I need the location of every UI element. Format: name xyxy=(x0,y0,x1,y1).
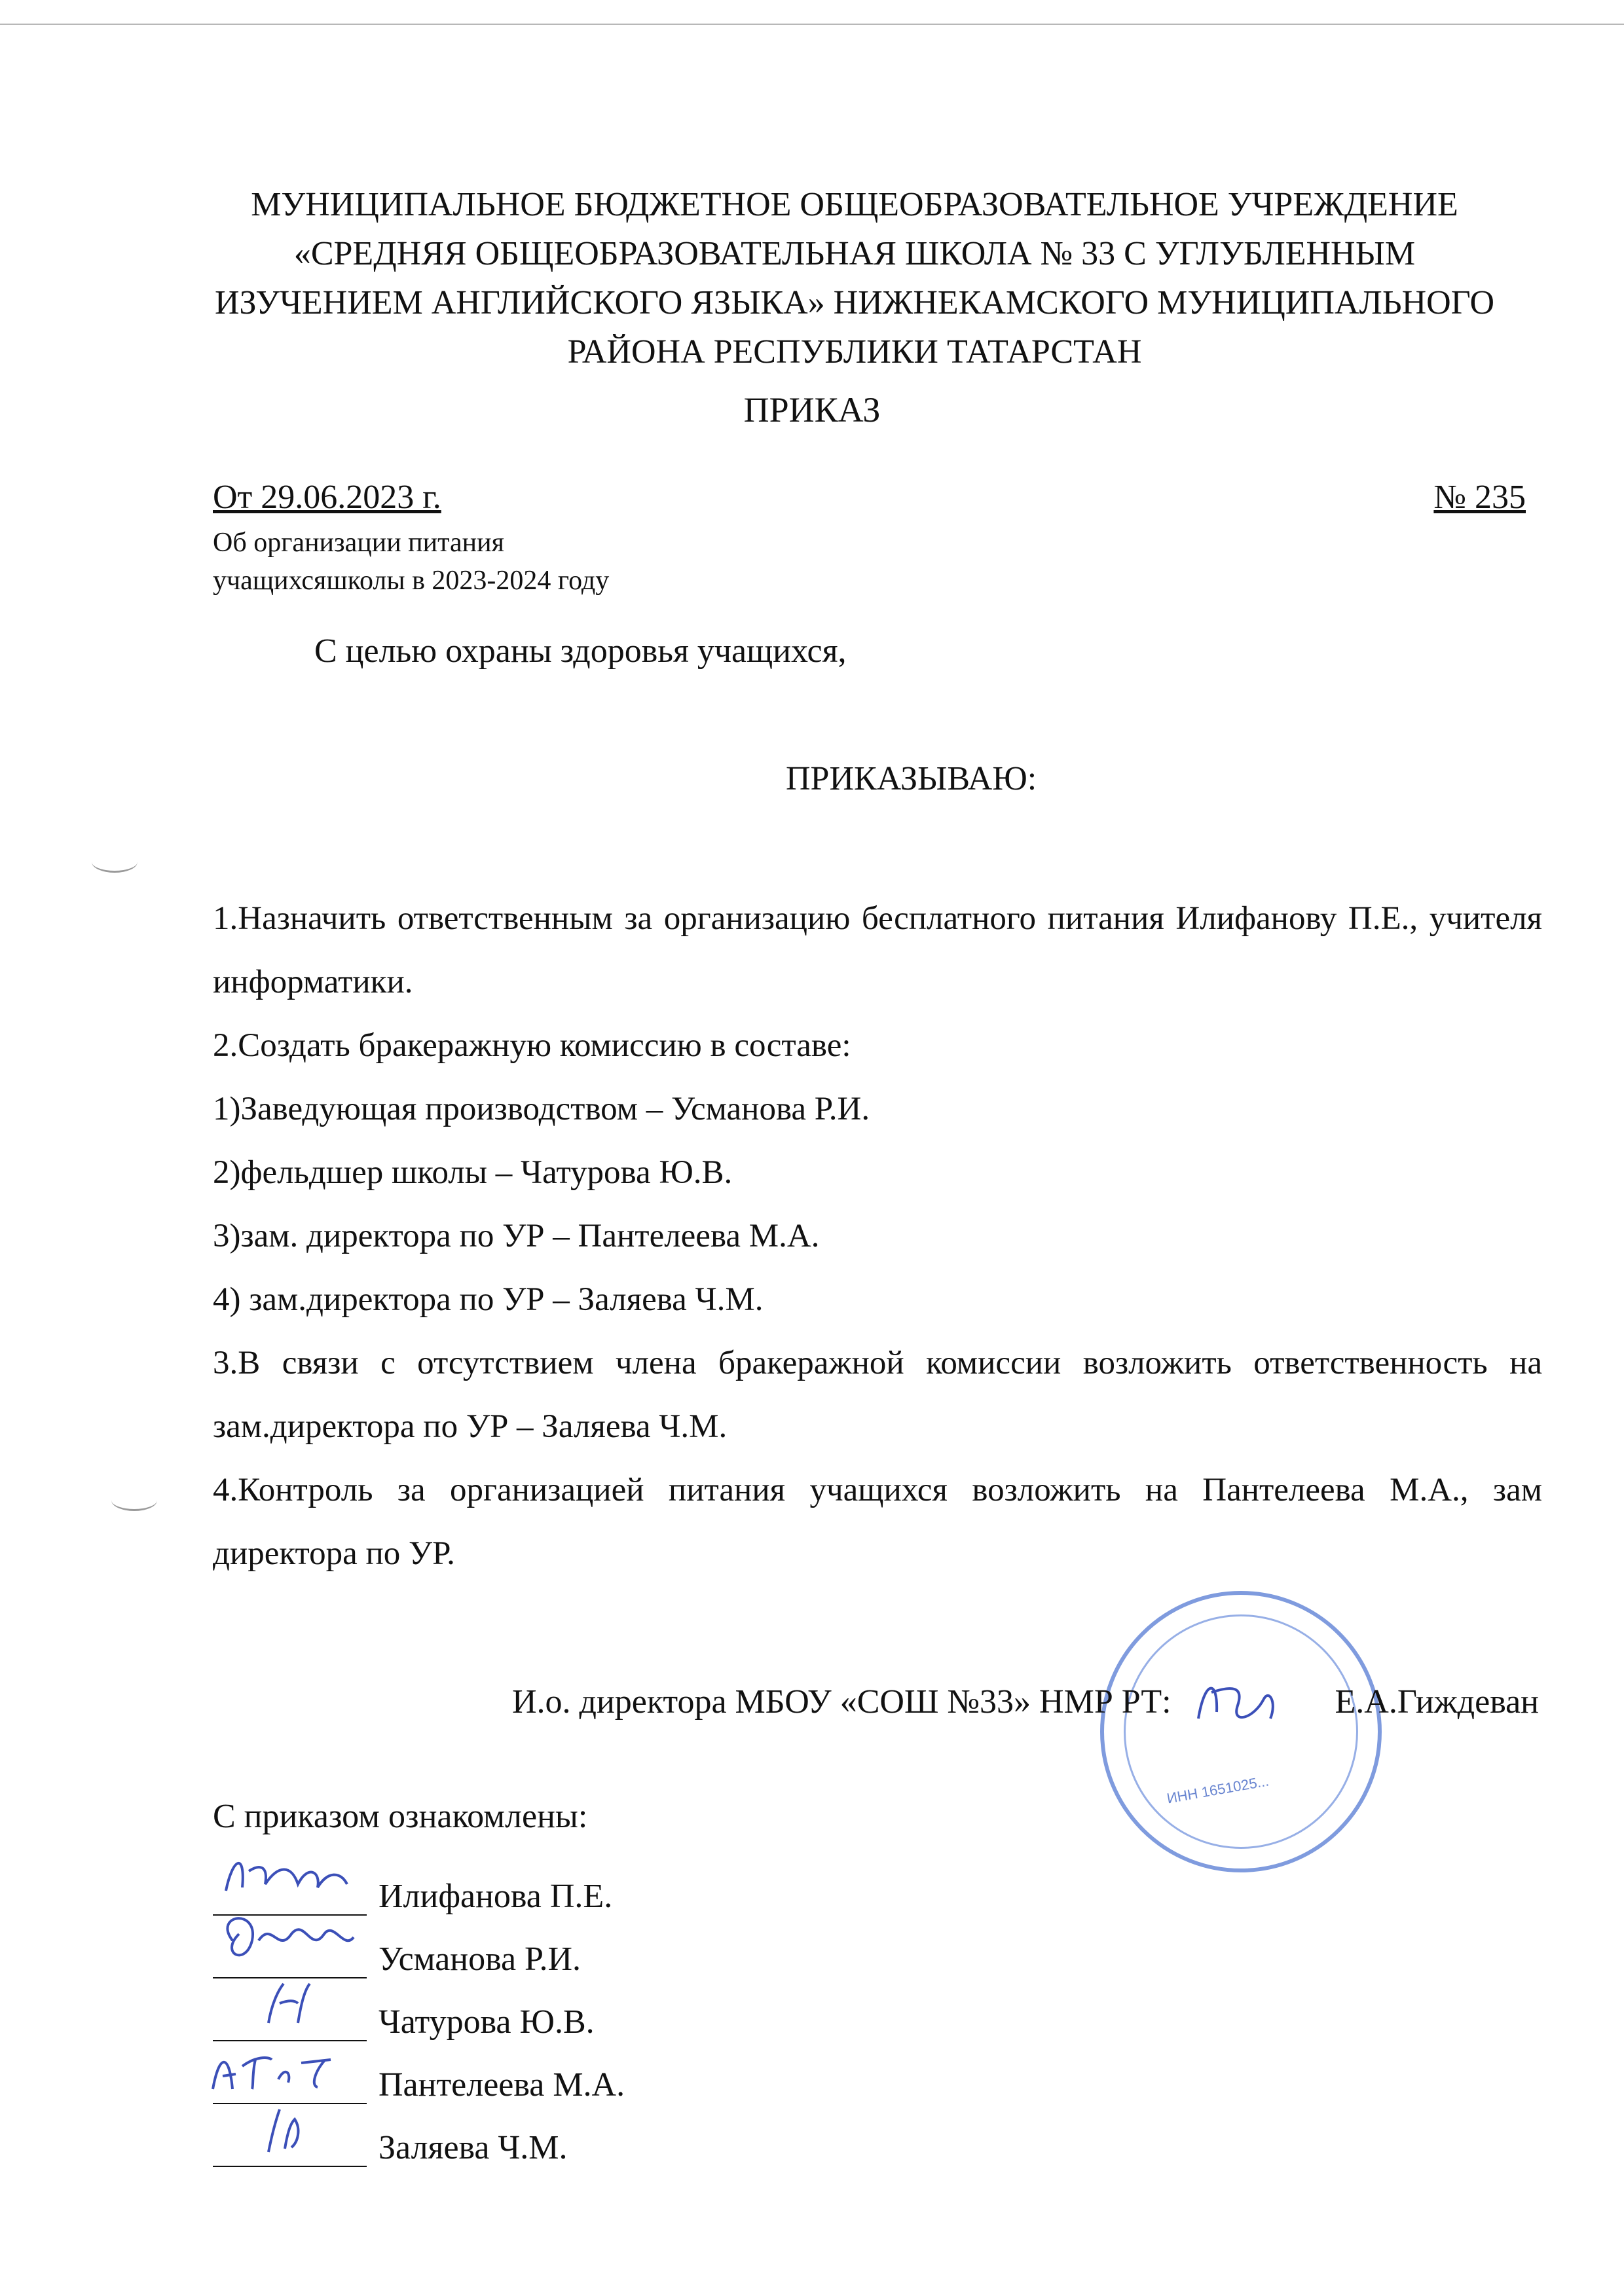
order-date: От 29.06.2023 г. xyxy=(213,479,441,516)
order-item: 3.В связи с отсутствием члена бракеражной комиссии возложить ответственность на зам.директора по УР – Заляева Ч.М. xyxy=(213,1345,1542,1445)
punch-hole-mark xyxy=(111,1489,157,1511)
order-item: 1)Заведующая производством – Усманова Р.И. xyxy=(213,1091,870,1127)
acknowledgement-list xyxy=(213,1853,625,2167)
ack-name: Илифанова П.Е. xyxy=(378,1878,613,1915)
acknowledgement-title: С приказом ознакомлены: xyxy=(213,1798,588,1835)
scan-top-rule xyxy=(0,24,1624,25)
signature-line xyxy=(213,2123,367,2167)
ack-name: Усманова Р.И. xyxy=(378,1941,581,1978)
order-item: 3)зам. директора по УР – Пантелеева М.А. xyxy=(213,1218,820,1254)
subject-line: учащихсяшколы в 2023-2024 году xyxy=(213,566,610,596)
ack-name: Пантелеева М.А. xyxy=(378,2066,625,2104)
handwritten-signature xyxy=(206,1964,363,2036)
handwritten-signature xyxy=(206,2090,363,2162)
director-signature-line xyxy=(0,1683,1539,1721)
document-title: ПРИКАЗ xyxy=(743,390,881,429)
ack-name: Заляева Ч.М. xyxy=(378,2129,568,2166)
intro-text: С целью охраны здоровья учащихся, xyxy=(314,632,847,670)
order-item: 2)фельдшер школы – Чатурова Ю.В. xyxy=(213,1154,733,1191)
acknowledgement-row xyxy=(213,2104,625,2167)
order-item: 2.Создать бракеражную комиссию в составе: xyxy=(213,1027,851,1064)
order-item: 4.Контроль за организацией питания учащихся возложить на Пантелеева М.А., зам директора по УР. xyxy=(213,1472,1542,1572)
order-item: 4) зам.директора по УР – Заляева Ч.М. xyxy=(213,1281,764,1318)
handwritten-signature xyxy=(206,1901,363,1973)
punch-hole-mark xyxy=(92,851,138,873)
order-item: 1.Назначить ответственным за организацию бесплатного питания Илифанову П.Е., учителя информатики. xyxy=(213,900,1542,1000)
order-items xyxy=(213,887,1542,1586)
ack-name: Чатурова Ю.В. xyxy=(378,2003,595,2041)
subject-line: Об организации питания xyxy=(213,528,504,558)
institution-header: МУНИЦИПАЛЬНОЕ БЮДЖЕТНОЕ ОБЩЕОБРАЗОВАТЕЛЬНОЕ УЧРЕЖДЕНИЕ «СРЕДНЯЯ ОБЩЕОБРАЗОВАТЕЛЬНАЯ ШКОЛА № 33 С УГЛУБЛЕННЫМ ИЗУЧЕНИЕМ АНГЛИЙСКОГО ЯЗЫКА» НИЖНЕКАМСКОГО МУНИЦИПАЛЬНОГО РАЙОНА РЕСПУБЛИКИ ТАТАРСТАН xyxy=(214,186,1495,371)
handwritten-signature xyxy=(206,2027,363,2099)
order-subject xyxy=(213,524,802,600)
signatory-name: Е.А.Гиждеван xyxy=(1335,1683,1539,1721)
order-number: № 235 xyxy=(1433,479,1526,516)
stamp-inn: ИНН 1651025... xyxy=(1165,1772,1270,1807)
handwritten-signature xyxy=(206,1838,363,1910)
signatory-position: И.о. директора МБОУ «СОШ №33» НМР РТ: xyxy=(511,1683,1172,1721)
order-word: ПРИКАЗЫВАЮ: xyxy=(786,760,1037,797)
